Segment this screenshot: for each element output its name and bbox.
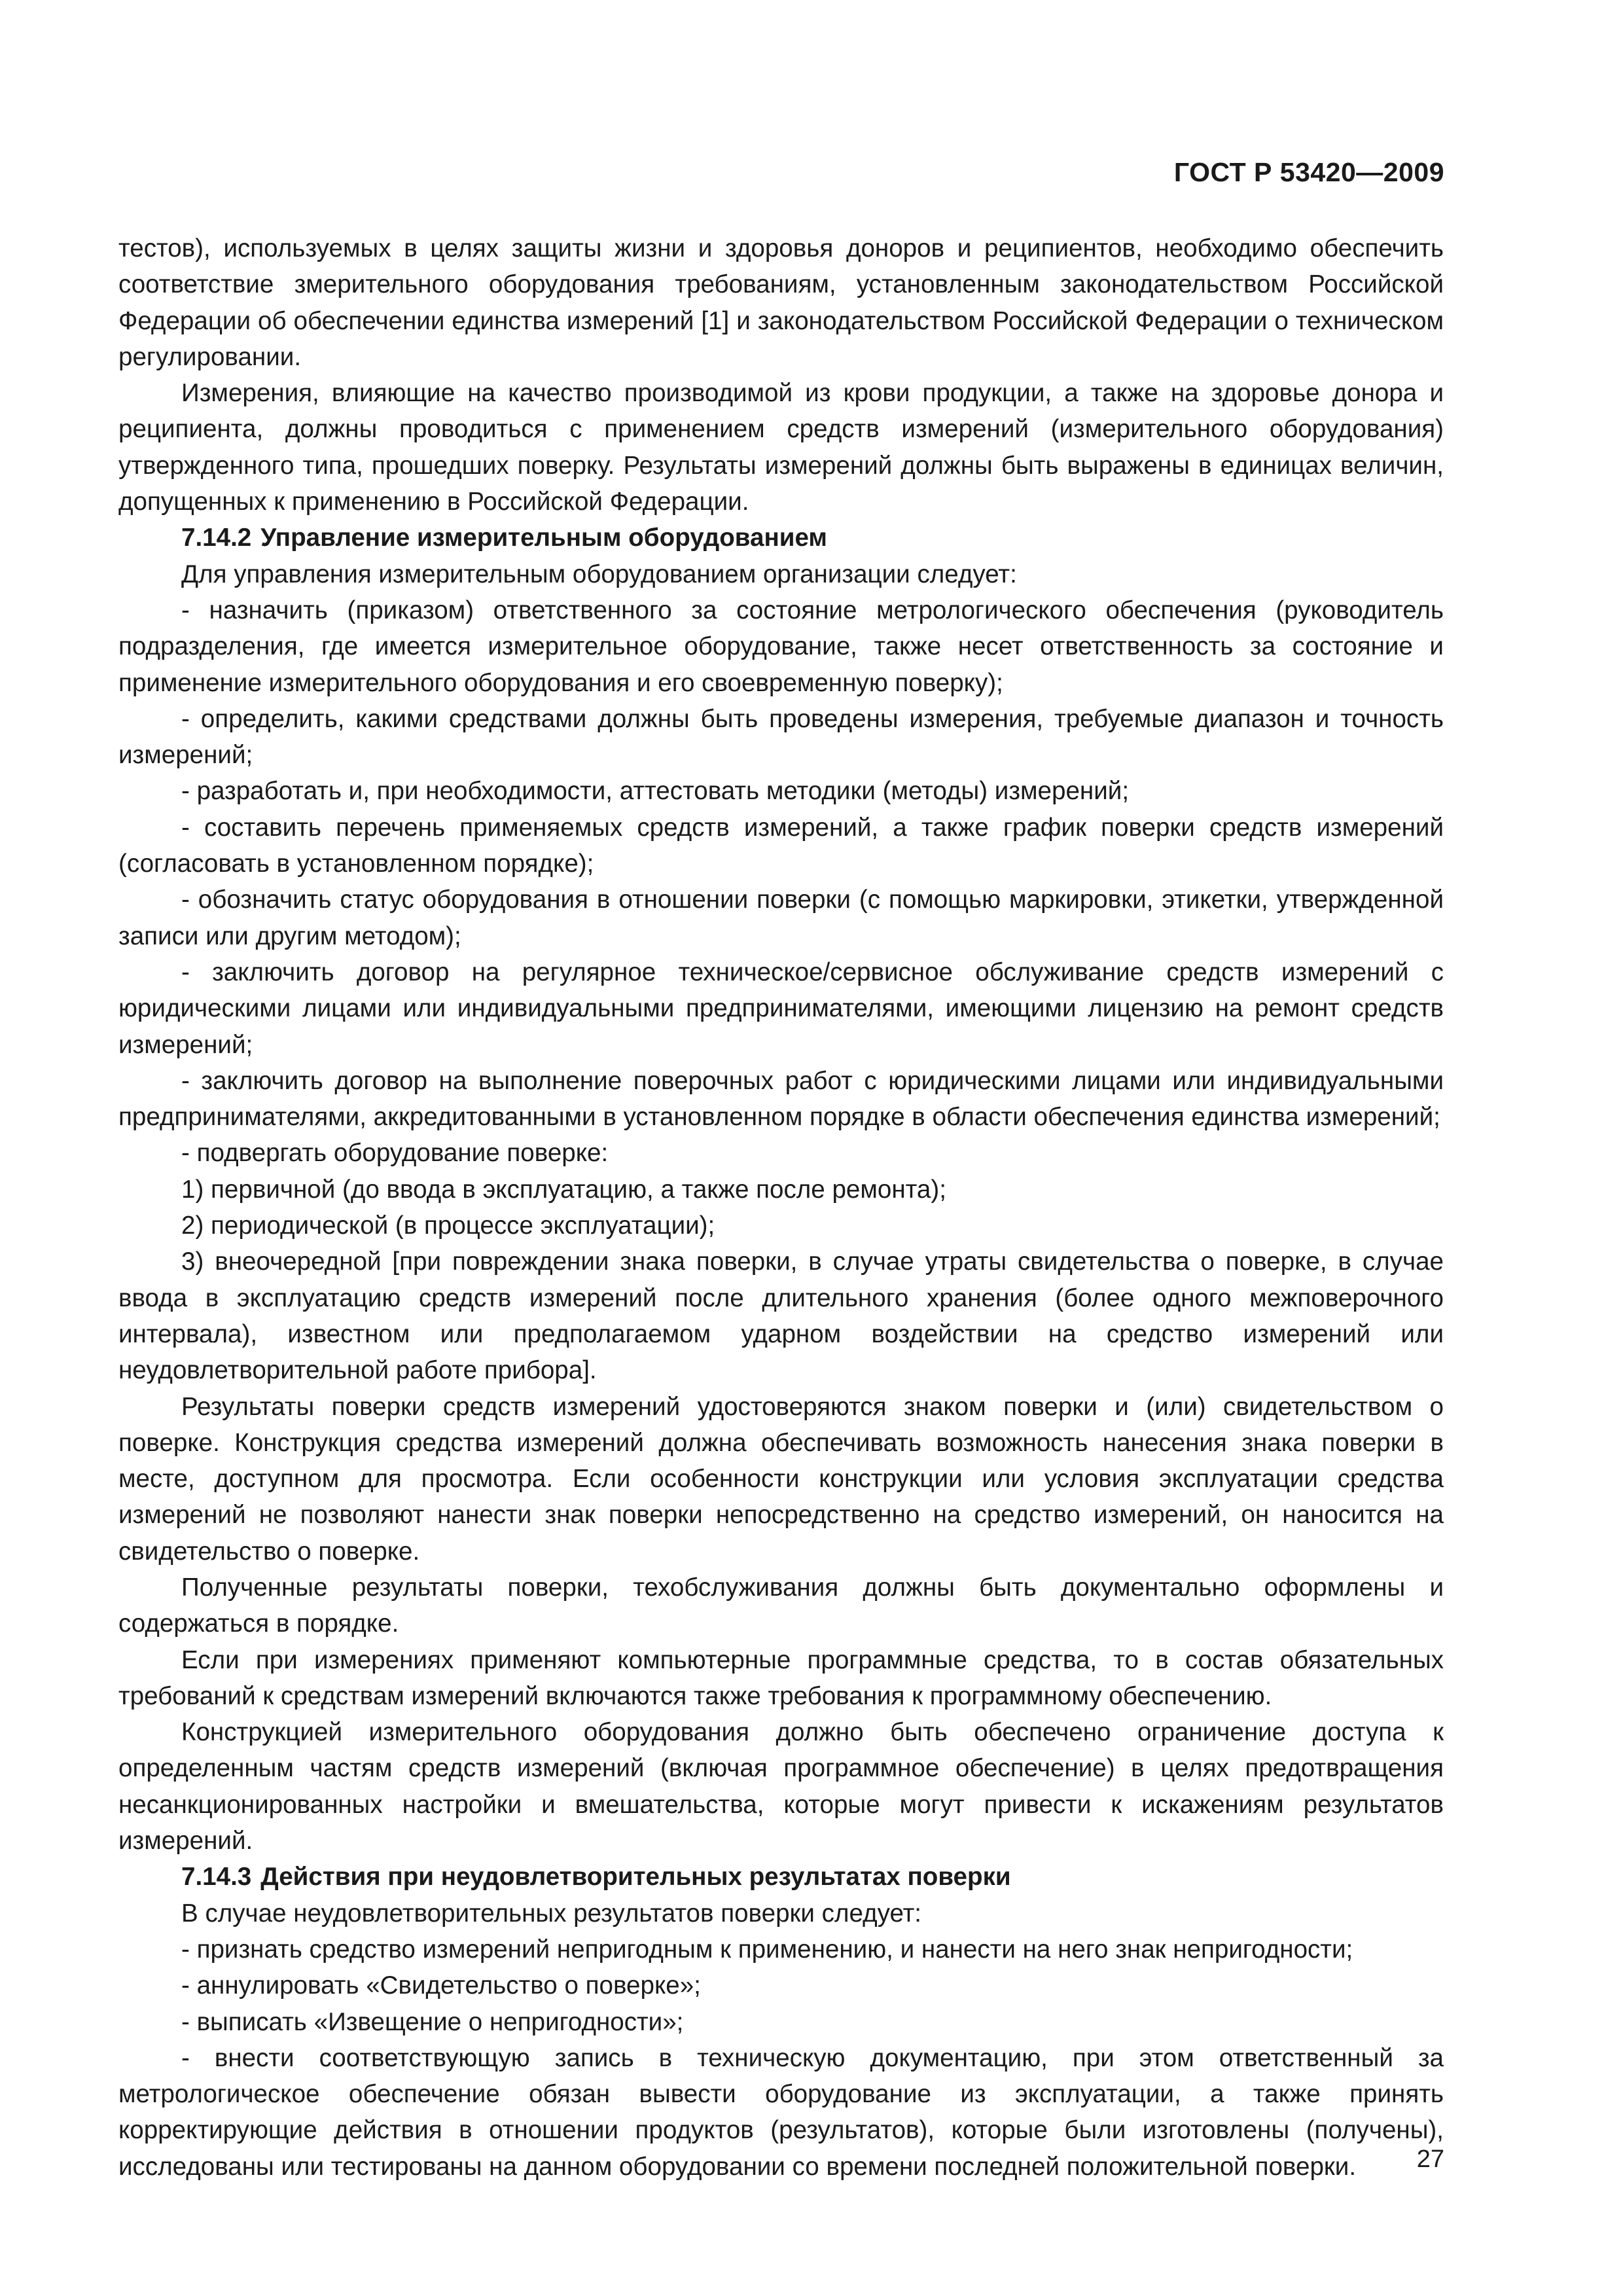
section-title: Управление измерительным оборудованием [260,524,827,552]
body-paragraph: - обозначить статус оборудования в отношении поверки (с помощью маркировки, этикетки, утвержденной записи или другим методом); [118,886,1444,950]
body-paragraph: Если при измерениях применяют компьютерные программные средства, то в состав обязательных требований к средствам измерений включаются также требования к программному обеспечению. [118,1645,1444,1710]
body-paragraph: - признать средство измерений непригодным к применению, и нанести на него знак непригодности; [181,1935,1353,1964]
section-title: Действия при неудовлетворительных результатах поверки [260,1863,1011,1892]
body-paragraph: 2) периодической (в процессе эксплуатации); [181,1211,715,1240]
body-paragraph: Измерения, влияющие на качество производимой из крови продукции, а также на здоровье донора и реципиента, должны проводиться с применением средств измерений (измерительного оборудования) утвержденного типа, прошедших поверку. Результаты измерений должны быть выражены в единицах величин, допущенных к применению в Российской Федерации. [118,379,1444,516]
body-paragraph: - заключить договор на регулярное техническое/сервисное обслуживание средств измерений с юридическими лицами или индивидуальными предпринимателями, имеющими лицензию на ремонт средств измерений; [118,958,1444,1059]
section-heading [118,520,1444,556]
section-heading [118,1859,1444,1895]
body-paragraph: Для управления измерительным оборудованием организации следует: [181,560,1017,588]
body-paragraph: В случае неудовлетворительных результатов поверки следует: [181,1899,922,1928]
body-paragraph: - внести соответствующую запись в техническую документацию, при этом ответственный за метрологическое обеспечение обязан вывести оборудование из эксплуатации, а также принять корректирующие действия в отношении продуктов (результатов), которые были изготовлены (получены), исследованы или тестированы на данном оборудовании со времени последней положительной поверки. [118,2043,1444,2181]
body-paragraph: Полученные результаты поверки, техобслуживания должны быть документально оформлены и содержаться в порядке. [118,1573,1444,1638]
body-paragraph: 1) первичной (до ввода в эксплуатацию, а также после ремонта); [181,1175,946,1204]
body-paragraph: Конструкцией измерительного оборудования должно быть обеспечено ограничение доступа к определенным частям средств измерений (включая программное обеспечение) в целях предотвращения несанкционированных настройки и вмешательства, которые могут привести к искажениям результатов измерений. [118,1718,1444,1856]
body-paragraph: Результаты поверки средств измерений удостоверяются знаком поверки и (или) свидетельством о поверке. Конструкция средства измерений должна обеспечивать возможность нанесения знака поверки в месте, доступном для просмотра. Если особенности конструкции или условия эксплуатации средства измерений не позволяют нанести знак поверки непосредственно на средство измерений, он наносится на свидетельство о поверке. [118,1392,1444,1566]
section-number: 7.14.2 [181,524,252,552]
body-paragraph: - назначить (приказом) ответственного за состояние метрологического обеспечения (руководитель подразделения, где имеется измерительное оборудование, также несет ответственность за состояние и применение измерительного оборудования и его своевременную поверку); [118,596,1444,697]
body-paragraph: - разработать и, при необходимости, аттестовать методики (методы) измерений; [181,777,1130,806]
page-number: 27 [1416,2145,1444,2173]
body-paragraph: - заключить договор на выполнение поверочных работ с юридическими лицами или индивидуальными предпринимателями, аккредитованными в установленном порядке в области обеспечения единства измерений; [118,1066,1444,1132]
section-number: 7.14.3 [181,1863,252,1892]
document-standard-id: ГОСТ Р 53420—2009 [1173,157,1444,187]
document-body [118,230,1444,2185]
body-paragraph: - подвергать оборудование поверке: [181,1139,609,1168]
body-paragraph: - выписать «Извещение о непригодности»; [181,2007,684,2036]
body-paragraph: 3) внеочередной [при повреждении знака поверки, в случае утраты свидетельства о поверке, в случае ввода в эксплуатацию средств измерений после длительного хранения (более одного межповерочного интервала), известном или предполагаемом ударном воздействии на средство измерений или неудовлетворительной работе прибора]. [118,1247,1444,1385]
body-paragraph: тестов), используемых в целях защиты жизни и здоровья доноров и реципиентов, необходимо обеспечить соответствие змерительного оборудования требованиям, установленным законодательством Российской Федерации об обеспечении единства измерений [1] и законодательством Российской Федерации о техническом регулировании. [118,234,1444,371]
body-paragraph: - определить, какими средствами должны быть проведены измерения, требуемые диапазон и точность измерений; [118,704,1444,770]
body-paragraph: - аннулировать «Свидетельство о поверке»; [181,1971,701,2000]
body-paragraph: - составить перечень применяемых средств измерений, а также график поверки средств измерений (согласовать в установленном порядке); [118,813,1444,878]
